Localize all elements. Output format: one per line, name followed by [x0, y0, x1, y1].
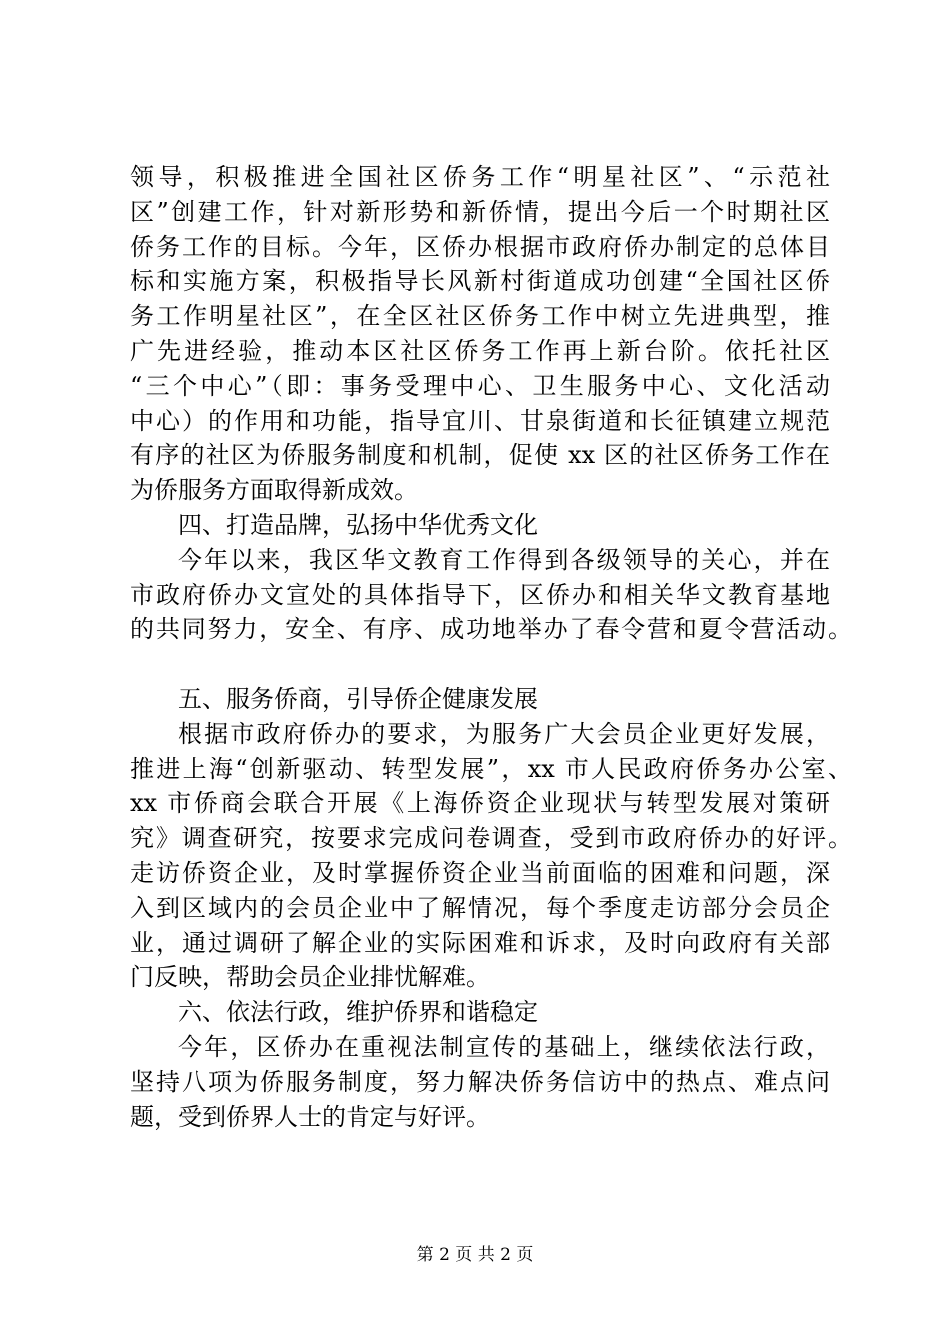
paragraph-line: 区”创建工作，针对新形势和新侨情，提出今后一个时期社区: [130, 198, 830, 226]
paragraph-line: 根据市政府侨办的要求，为服务广大会员企业更好发展，: [178, 720, 830, 748]
page-number-footer: 第 2 页 共 2 页: [416, 1245, 534, 1265]
paragraph-line: 坚持八项为侨服务制度，努力解决侨务信访中的热点、难点问: [130, 1068, 830, 1096]
section-heading-6: 六、依法行政，维护侨界和谐稳定: [178, 998, 538, 1026]
paragraph-line: “三个中心”（即：事务受理中心、卫生服务中心、文化活动: [130, 372, 830, 400]
paragraph-line: 今年，区侨办在重视法制宣传的基础上，继续依法行政，: [178, 1033, 830, 1061]
paragraph-line: 入到区域内的会员企业中了解情况，每个季度走访部分会员企: [130, 894, 830, 922]
paragraph-line: 业，通过调研了解企业的实际困难和诉求，及时向政府有关部: [130, 929, 830, 957]
paragraph-line: 今年以来，我区华文教育工作得到各级领导的关心，并在: [178, 546, 830, 574]
paragraph-line: 题，受到侨界人士的肯定与好评。: [130, 1103, 490, 1131]
paragraph-line: 市政府侨办文宣处的具体指导下，区侨办和相关华文教育基地: [130, 581, 830, 609]
paragraph-line: 侨务工作的目标。今年，区侨办根据市政府侨办制定的总体目: [130, 233, 830, 261]
paragraph-line: 广先进经验，推动本区社区侨务工作再上新台阶。依托社区: [130, 337, 830, 365]
section-heading-5: 五、服务侨商，引导侨企健康发展: [178, 685, 538, 713]
paragraph-line: 为侨服务方面取得新成效。: [130, 476, 418, 504]
paragraph-line: 走访侨资企业，及时掌握侨资企业当前面临的困难和问题，深: [130, 859, 830, 887]
paragraph-line: 务工作明星社区”，在全区社区侨务工作中树立先进典型，推: [130, 302, 830, 330]
paragraph-line: 究》调查研究，按要求完成问卷调查，受到市政府侨办的好评。: [130, 824, 852, 852]
paragraph-line: xx 市侨商会联合开展《上海侨资企业现状与转型发展对策研: [130, 789, 830, 817]
paragraph-line: 门反映，帮助会员企业排忧解难。: [130, 963, 490, 991]
paragraph-line: 领导，积极推进全国社区侨务工作“明星社区”、“示范社: [130, 163, 830, 191]
paragraph-line: 标和实施方案，积极指导长风新村街道成功创建“全国社区侨: [130, 267, 830, 295]
paragraph-line: 中心）的作用和功能，指导宜川、甘泉街道和长征镇建立规范: [130, 407, 830, 435]
paragraph-line: 的共同努力，安全、有序、成功地举办了春令营和夏令营活动。: [130, 615, 852, 643]
paragraph-line: 推进上海“创新驱动、转型发展”，xx 市人民政府侨务办公室、: [130, 755, 852, 783]
paragraph-line: 有序的社区为侨服务制度和机制，促使 xx 区的社区侨务工作在: [130, 441, 830, 469]
section-heading-4: 四、打造品牌，弘扬中华优秀文化: [178, 511, 538, 539]
